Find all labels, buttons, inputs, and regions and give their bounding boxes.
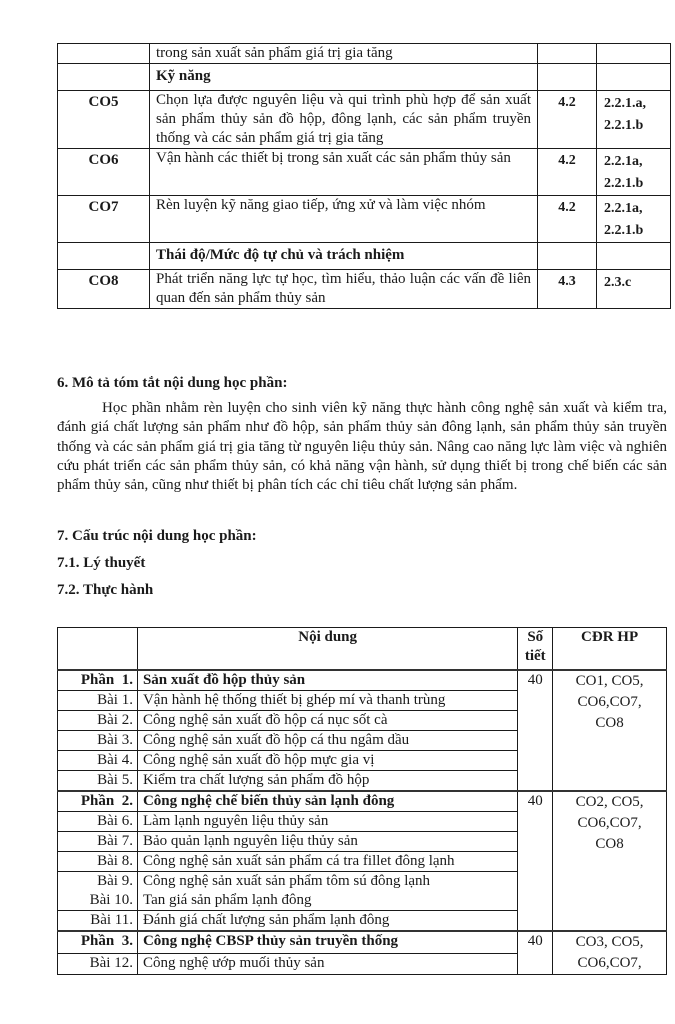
plo-code: 2.2.1.a, bbox=[604, 96, 646, 111]
outcome-plo bbox=[597, 44, 671, 64]
outcome-row bbox=[58, 64, 671, 91]
outcome-code bbox=[58, 243, 150, 270]
plo-code: 2.3.c bbox=[604, 275, 632, 290]
outcome-ref: CO2, CO5, bbox=[575, 794, 644, 810]
outcome-group-heading: Kỹ năng bbox=[150, 64, 538, 91]
outcome-ref: CO8 bbox=[595, 836, 624, 852]
outcome-ref: CO1, CO5, bbox=[575, 673, 644, 689]
part-title: Sản xuất đồ hộp thủy sản bbox=[137, 670, 517, 691]
outcome-level: 4.2 bbox=[538, 149, 597, 196]
lesson-title: Công nghệ sản xuất đồ hộp cá nục sốt cà bbox=[137, 711, 517, 731]
outcome-row bbox=[58, 149, 671, 196]
part-periods: 40 bbox=[518, 670, 553, 791]
lesson-label: Bài 1. bbox=[58, 691, 138, 711]
outcome-group-heading: Thái độ/Mức độ tự chủ và trách nhiệm bbox=[150, 243, 538, 270]
part-periods: 40 bbox=[518, 931, 553, 975]
outcome-code: CO6 bbox=[58, 149, 150, 196]
header-periods: Số tiết bbox=[518, 628, 553, 671]
outcome-description: Rèn luyện kỹ năng giao tiếp, ứng xử và làm việc nhóm bbox=[150, 196, 538, 243]
part-row bbox=[58, 791, 667, 812]
lesson-title: Công nghệ sản xuất đồ hộp mực gia vị bbox=[137, 751, 517, 771]
lesson-label: Bài 8. bbox=[58, 852, 138, 872]
outcome-description: Vận hành các thiết bị trong sản xuất các sản phẩm thủy sản bbox=[150, 149, 538, 196]
outcome-plo bbox=[597, 91, 671, 149]
lesson-label: Bài 3. bbox=[58, 731, 138, 751]
outcome-description: Chọn lựa được nguyên liệu và qui trình phù hợp để sản xuất sản phẩm thủy sản đồ hộp, đông lạnh, các sản phẩm truyền thống và các sản phẩm giá trị gia tăng bbox=[150, 91, 538, 149]
section-7-1-heading: 7.1. Lý thuyết bbox=[57, 555, 146, 571]
plo-code: 2.2.1a, bbox=[604, 154, 643, 169]
lesson-title: Kiểm tra chất lượng sản phẩm đồ hộp bbox=[137, 771, 517, 792]
header-outcomes: CĐR HP bbox=[553, 628, 667, 671]
part-title: Công nghệ chế biến thủy sản lạnh đông bbox=[137, 791, 517, 812]
lesson-title: Công nghệ sản xuất đồ hộp cá thu ngâm dầu bbox=[137, 731, 517, 751]
part-title: Công nghệ CBSP thủy sản truyền thống bbox=[137, 931, 517, 953]
header-empty-cell bbox=[58, 628, 138, 671]
lesson-label: Bài 5. bbox=[58, 771, 138, 792]
outcome-plo bbox=[597, 196, 671, 243]
table-header-row bbox=[58, 628, 667, 671]
outcome-description: trong sản xuất sản phẩm giá trị gia tăng bbox=[150, 44, 538, 64]
part-outcomes bbox=[553, 931, 667, 975]
outcome-ref: CO8 bbox=[595, 715, 624, 731]
outcome-level: 4.3 bbox=[538, 270, 597, 309]
outcome-level bbox=[538, 64, 597, 91]
lesson-label: Bài 2. bbox=[58, 711, 138, 731]
outcome-level bbox=[538, 243, 597, 270]
outcome-row bbox=[58, 270, 671, 309]
outcome-level: 4.2 bbox=[538, 91, 597, 149]
outcome-level bbox=[538, 44, 597, 64]
outcome-plo bbox=[597, 149, 671, 196]
part-label: Phần 1. bbox=[58, 670, 138, 691]
lesson-title: Đánh giá chất lượng sản phẩm lạnh đông bbox=[137, 911, 517, 932]
lesson-title: Bảo quản lạnh nguyên liệu thủy sản bbox=[137, 832, 517, 852]
part-outcomes bbox=[553, 670, 667, 791]
outcome-description: Phát triển năng lực tự học, tìm hiểu, thảo luận các vấn đề liên quan đến sản phẩm thủy sản bbox=[150, 270, 538, 309]
outcome-plo bbox=[597, 243, 671, 270]
lesson-label: Bài 6. bbox=[58, 812, 138, 832]
outcome-ref: CO6,CO7, bbox=[577, 694, 642, 710]
plo-code: 2.2.1.b bbox=[604, 223, 644, 238]
section-6-heading: 6. Mô tả tóm tắt nội dung học phần: bbox=[57, 375, 288, 391]
plo-code: 2.2.1.b bbox=[604, 176, 644, 191]
part-periods: 40 bbox=[518, 791, 553, 931]
outcome-ref: CO6,CO7, bbox=[577, 955, 642, 971]
part-row bbox=[58, 931, 667, 953]
plo-code: 2.2.1a, bbox=[604, 201, 643, 216]
lesson-label: Bài 9. Bài 10. bbox=[58, 872, 138, 911]
outcome-level: 4.2 bbox=[538, 196, 597, 243]
outcome-ref: CO6,CO7, bbox=[577, 815, 642, 831]
lesson-title: Làm lạnh nguyên liệu thủy sản bbox=[137, 812, 517, 832]
outcome-code: CO5 bbox=[58, 91, 150, 149]
part-label: Phần 3. bbox=[58, 931, 138, 953]
outcome-code: CO7 bbox=[58, 196, 150, 243]
lesson-title: Công nghệ ướp muối thủy sản bbox=[137, 953, 517, 974]
lesson-title: Công nghệ sản xuất sản phẩm tôm sú đông lạnh Tan giá sản phẩm lạnh đông bbox=[137, 872, 517, 911]
part-row bbox=[58, 670, 667, 691]
lesson-label: Bài 12. bbox=[58, 953, 138, 974]
section-7-2-heading: 7.2. Thực hành bbox=[57, 582, 154, 598]
outcome-plo bbox=[597, 64, 671, 91]
outcome-plo bbox=[597, 270, 671, 309]
section-7-heading: 7. Cấu trúc nội dung học phần: bbox=[57, 528, 257, 544]
plo-code: 2.2.1.b bbox=[604, 118, 644, 133]
outcome-ref: CO3, CO5, bbox=[575, 934, 644, 950]
outcome-row bbox=[58, 196, 671, 243]
outcome-code bbox=[58, 44, 150, 64]
outcome-code: CO8 bbox=[58, 270, 150, 309]
part-outcomes bbox=[553, 791, 667, 931]
section-6-paragraph: Học phần nhằm rèn luyện cho sinh viên kỹ năng thực hành công nghệ sản xuất và kiểm tra, đánh giá chất lượng sản phẩm như đồ hộp, sản phẩm thủy sản đông lạnh, sản phẩm thủy sản truyền thống và các sản phẩm giá trị gia tăng từ nguyên liệu thủy sản. Nâng cao năng lực làm việc và nghiên cứu phát triển các sản phẩm thủy sản, có khả năng vận hành, sử dụng thiết bị trong chế biến các sản phẩm thủy sản, cũng như thiết bị phân tích các chỉ tiêu chất lượng sản phẩm. bbox=[57, 400, 667, 494]
header-content: Nội dung bbox=[137, 628, 517, 671]
lesson-label: Bài 4. bbox=[58, 751, 138, 771]
lesson-label: Bài 11. bbox=[58, 911, 138, 932]
lesson-title: Công nghệ sản xuất sản phẩm cá tra fillet đông lạnh bbox=[137, 852, 517, 872]
practice-content-table bbox=[57, 627, 667, 975]
learning-outcomes-table bbox=[57, 43, 671, 309]
lesson-title: Vận hành hệ thống thiết bị ghép mí và thanh trùng bbox=[137, 691, 517, 711]
outcome-row bbox=[58, 44, 671, 64]
lesson-label: Bài 7. bbox=[58, 832, 138, 852]
outcome-row bbox=[58, 91, 671, 149]
outcome-row bbox=[58, 243, 671, 270]
part-label: Phần 2. bbox=[58, 791, 138, 812]
outcome-code bbox=[58, 64, 150, 91]
